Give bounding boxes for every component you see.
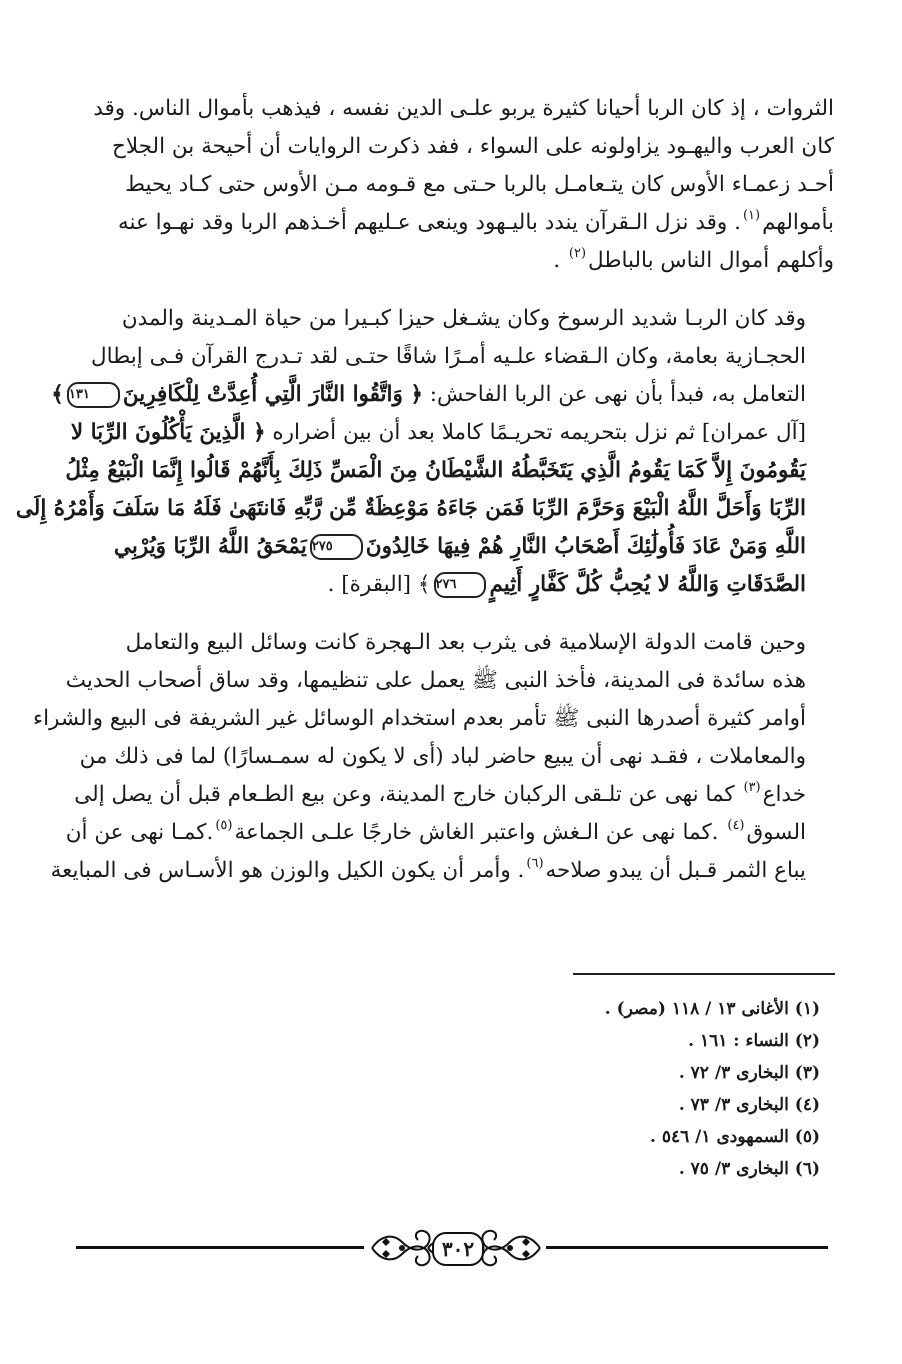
footnote-divider — [573, 973, 835, 975]
text-line — [65, 814, 834, 852]
paragraph-1 — [70, 90, 834, 280]
text-line — [70, 566, 834, 604]
text-line: وحين قامت الدولة الإسلامية فى يثرب بعد الـهجرة كانت وسائل البيع والتعامل — [125, 630, 806, 655]
text-line — [50, 852, 834, 890]
text-span: خداع — [762, 782, 806, 807]
text-line: والمعاملات ، فقـد نهى أن يبيع حاضر لباد (أى لا يكون له سمـسارًا) لما فى ذلك من — [79, 744, 806, 769]
footnote-ref-5[interactable]: (٥) — [215, 818, 233, 833]
text-span: . وأمر أن يكون الكيل والوزن هو الأسـاس فى المبايعة — [50, 858, 525, 883]
paragraph-2 — [15, 300, 834, 604]
footnote-item: (٦) البخارى ٣/ ٧٥ . — [678, 1159, 820, 1179]
text-line: أحـد زعمـاء الأوس كان يتـعامـل بالربا حـتى مع قـومه مـن الأوس حتى كـاد يحيط — [125, 172, 834, 197]
page-number: ٣٠٢ — [432, 1232, 484, 1266]
text-line: بأموالهم$^{(١)}$. وقد نزل الـقرآن يندد باليـهود وينعى عـليهم أخـذهم الربا وقد نهـوا عنه — [117, 208, 834, 235]
text-span: كما نهى عن تلـقى الركبان خارج المدينة، وعن بيع الطـعام قبل أن يصل إلى — [74, 782, 735, 807]
footnotes — [80, 993, 820, 1185]
text-line: وقد كان الربـا شديد الرسوخ وكان يشـغل حيزا كبـيرا من حياة المـدينة والمدن — [121, 306, 806, 331]
text-span: وقد نزل الـقرآن يندد باليـهود وينعى عـليهم أخـذهم الربا وقد نهـوا عنه — [117, 210, 728, 235]
text-line: أوامر كثيرة أصدرها النبى ﷺ تأمر بعدم استخدام الوسائل غير الشريفة فى البيع والشراء — [32, 706, 806, 731]
footnote-item: (٤) البخارى ٣/ ٧٣ . — [678, 1095, 820, 1115]
text-line — [70, 776, 834, 814]
quran-verse-line — [70, 528, 834, 566]
quran-verse-line: الرِّبَا وَأَحَلَّ اللَّهُ الْبَيْعَ وَحَرَّمَ الرِّبَا فَمَن جَاءَهُ مَوْعِظَةٌ مِّن رَّبِّهِ فَانتَهَىٰ فَلَهُ مَا سَلَفَ وَأَمْرُهُ إِلَى — [15, 496, 806, 521]
footnote-item: (٥) السمهودى ١/ ٥٤٦ . — [650, 1127, 820, 1147]
text-line: كان العرب واليهـود يزاولونه على السواء ، ففد ذكرت الروايات أن أحيحة بن الجلاح — [111, 134, 834, 159]
text-line: الحجـازية بعامة، وكان الـقضاء علـيه أمـرًا شاقًا حتـى لقد تـدرج القرآن فـى إبطال — [91, 344, 806, 369]
text-span: .كما نهى عن الـغش واعتبر الغاش خارجًا علـى الجماعة — [234, 820, 719, 845]
footnote-ref-3[interactable]: (٣) — [743, 780, 761, 795]
footnote-ref-6[interactable]: (٦) — [526, 856, 544, 871]
quran-verse: يَمْحَقُ اللَّهُ الرِّبَا وَيُرْبِي — [113, 534, 307, 559]
quran-verse: الصَّدَقَاتِ وَاللَّهُ لا يُحِبُّ كُلَّ كَفَّارٍ أَثِيمٍ — [489, 572, 806, 597]
quran-verse: اللَّهِ وَمَنْ عَادَ فَأُولَٰئِكَ أَصْحَابُ النَّارِ هُمْ فِيهَا خَالِدُونَ — [365, 534, 806, 559]
footnote-item: (٣) البخارى ٣/ ٧٢ . — [678, 1063, 820, 1083]
text-span: .كمـا نهى عن أن — [65, 820, 214, 845]
footer-rule-right — [546, 1246, 828, 1249]
text-span: السوق — [746, 820, 806, 845]
footer-rule-left — [76, 1246, 364, 1249]
quran-bracket: ﴾ — [51, 382, 64, 407]
main-text — [15, 90, 834, 890]
text-line — [70, 414, 834, 452]
ayah-number-marker: ١٣١ — [67, 382, 120, 408]
footnote-ref-2[interactable]: (٢) — [568, 246, 587, 261]
text-line: هذه سائدة فى المدينة، فأخذ النبى ﷺ يعمل على تنظيمها، وقد ساق أصحاب الحديث — [65, 668, 806, 693]
page-footer — [76, 1224, 828, 1280]
ayah-number-marker: ٢٧٥ — [310, 534, 363, 560]
surah-reference: ﴾ [البقرة] . — [327, 572, 431, 597]
ayah-number-marker: ٢٧٦ — [434, 572, 487, 598]
quran-verse: ﴿ وَاتَّقُوا النَّارَ الَّتِي أُعِدَّتْ لِلْكَافِرِينَ — [122, 382, 423, 407]
text-line: وأكلهم أموال الناس بالباطل$^{(٢)}$ . — [553, 246, 834, 273]
text-line — [51, 376, 834, 414]
text-line: الثروات ، إذ كان الربا أحيانا كثيرة يربو علـى الدين نفسه ، فيذهب بأموال الناس. وقد — [93, 96, 834, 121]
footnote-ref-1[interactable]: (١) — [742, 208, 761, 223]
footnote-item: (٢) النساء : ١٦١ . — [688, 1031, 820, 1051]
quran-verse: ﴿ الَّذِينَ يَأْكُلُونَ الرِّبَا لا — [70, 420, 266, 445]
footnote-item: (١) الأغانى ١٣ / ١١٨ (مصر) . — [604, 999, 820, 1019]
text-span: التعامل به، فبدأ بأن نهى عن الربا الفاحش: — [429, 382, 806, 407]
text-span: وأكلهم أموال الناس بالباطل — [588, 248, 834, 273]
quran-verse-line: يَقُومُونَ إِلاَّ كَمَا يَقُومُ الَّذِي يَتَخَبَّطُهُ الشَّيْطَانُ مِنَ الْمَسِّ ذَلِكَ بِأَنَّهُمْ قَالُوا إِنَّمَا الْبَيْعُ مِثْلُ — [65, 458, 806, 483]
text-span: بأموالهم — [762, 210, 834, 235]
text-span: يباع الثمر قـبل أن يبدو صلاحه — [545, 858, 806, 883]
text-span: [آل عمران] ثم نزل بتحريمه تحريـمًا كاملا بعد أن بين أضراره — [272, 420, 806, 445]
paragraph-3 — [32, 624, 834, 890]
footnote-ref-4[interactable]: (٤) — [727, 818, 745, 833]
